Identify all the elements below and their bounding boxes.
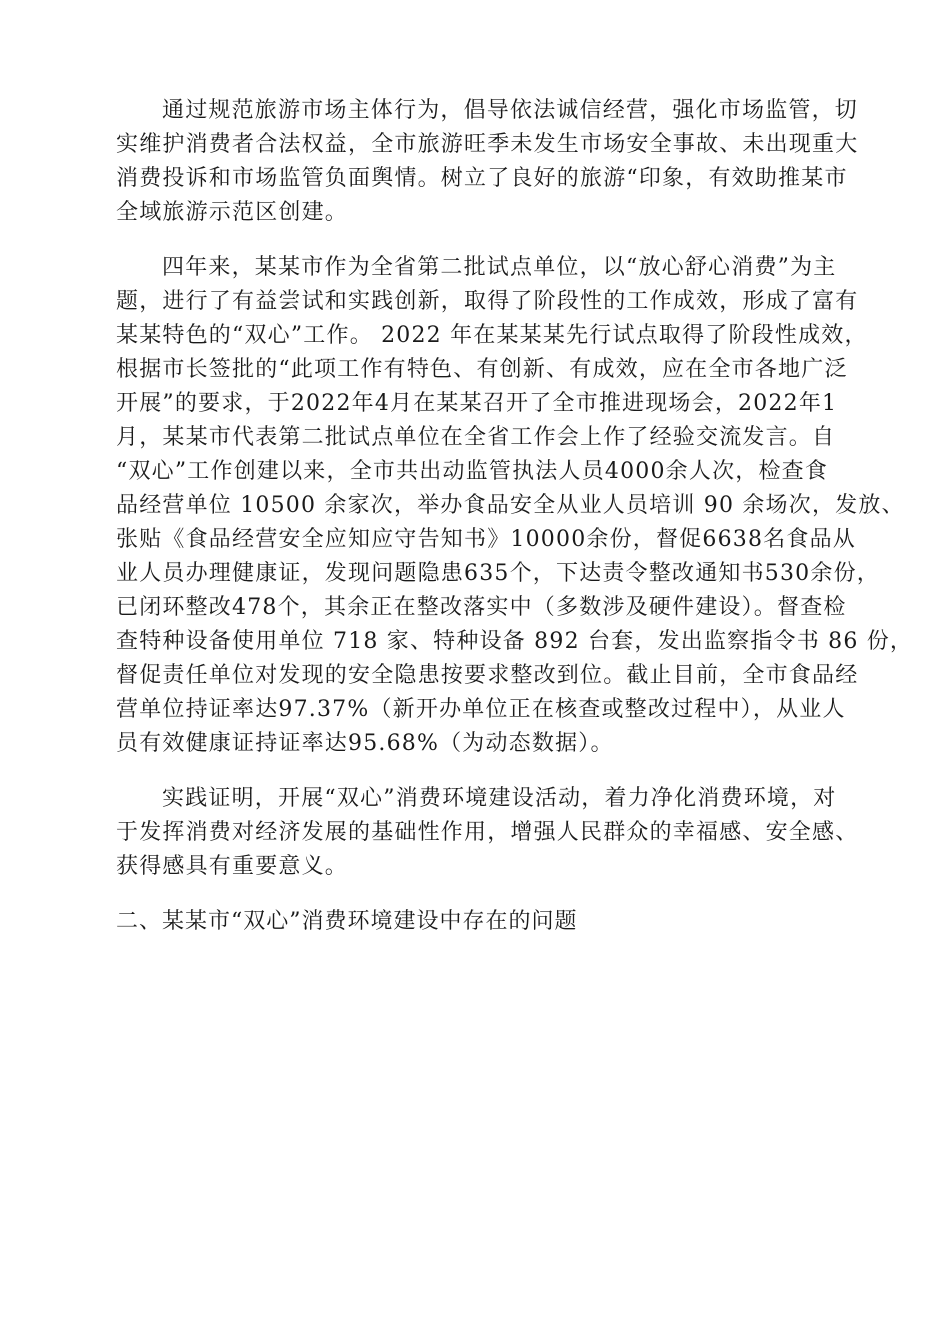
- text-line: 消费投诉和市场监管负面舆情。树立了良好的旅游“印象，有效助推某市: [116, 166, 848, 191]
- text-line: 通过规范旅游市场主体行为，倡导依法诚信经营，强化市场监管，切: [162, 98, 859, 123]
- text-line: 实维护消费者合法权益，全市旅游旺季未发生市场安全事故、未出现重大: [116, 132, 859, 157]
- text-line: 根据市长签批的“此项工作有特色、有创新、有成效，应在全市各地广泛: [116, 357, 848, 382]
- text-line: 员有效健康证持证率达95.68%（为动态数据）。: [116, 731, 614, 756]
- text-line: 于发挥消费对经济发展的基础性作用，增强人民群众的幸福感、安全感、: [116, 820, 859, 845]
- document-page: [116, 94, 914, 939]
- text-line: 四年来，某某市作为全省第二批试点单位，以“放心舒心消费”为主: [162, 255, 837, 280]
- text-line: 月，某某市代表第二批试点单位在全省工作会上作了经验交流发言。自: [116, 425, 836, 450]
- text-line: 营单位持证率达97.37%（新开办单位正在核查或整改过程中），从业人: [116, 697, 846, 722]
- paragraph-tourism-market: [116, 94, 859, 230]
- section-heading: [116, 905, 836, 939]
- text-line: 实践证明，开展“双心”消费环境建设活动，着力净化消费环境，对: [162, 786, 837, 811]
- text-line: 获得感具有重要意义。: [116, 854, 349, 879]
- text-line: 张贴《食品经营安全应知应守告知书》10000余份，督促6638名食品从: [116, 527, 856, 552]
- text-line: 已闭环整改478个，其余正在整改落实中（多数涉及硬件建设）。督查检: [116, 595, 847, 620]
- text-line: 查特种设备使用单位 718 家、特种设备 892 台套，发出监察指令书 86 份，: [116, 629, 914, 654]
- text-line: 品经营单位 10500 余家次，举办食品安全从业人员培训 90 余场次，发放、: [116, 493, 905, 518]
- section-heading-text: 二、某某市“双心”消费环境建设中存在的问题: [116, 909, 578, 934]
- text-line: 全域旅游示范区创建。: [116, 200, 349, 225]
- text-line: 某某特色的“双心”工作。 2022 年在某某某先行试点取得了阶段性成效，: [116, 323, 868, 348]
- text-line: “双心”工作创建以来，全市共出动监管执法人员4000余人次，检查食: [116, 459, 829, 484]
- text-line: 业人员办理健康证，发现问题隐患635个，下达责令整改通知书530余份，: [116, 561, 880, 586]
- paragraph-four-years: [116, 251, 914, 761]
- text-line: 督促责任单位对发现的安全隐患按要求整改到位。截止目前，全市食品经: [116, 663, 859, 688]
- text-line: 题，进行了有益尝试和实践创新，取得了阶段性的工作成效，形成了富有: [116, 289, 859, 314]
- paragraph-practice-proves: [116, 782, 859, 884]
- text-line: 开展”的要求，于2022年4月在某某召开了全市推进现场会，2022年1: [116, 391, 838, 416]
